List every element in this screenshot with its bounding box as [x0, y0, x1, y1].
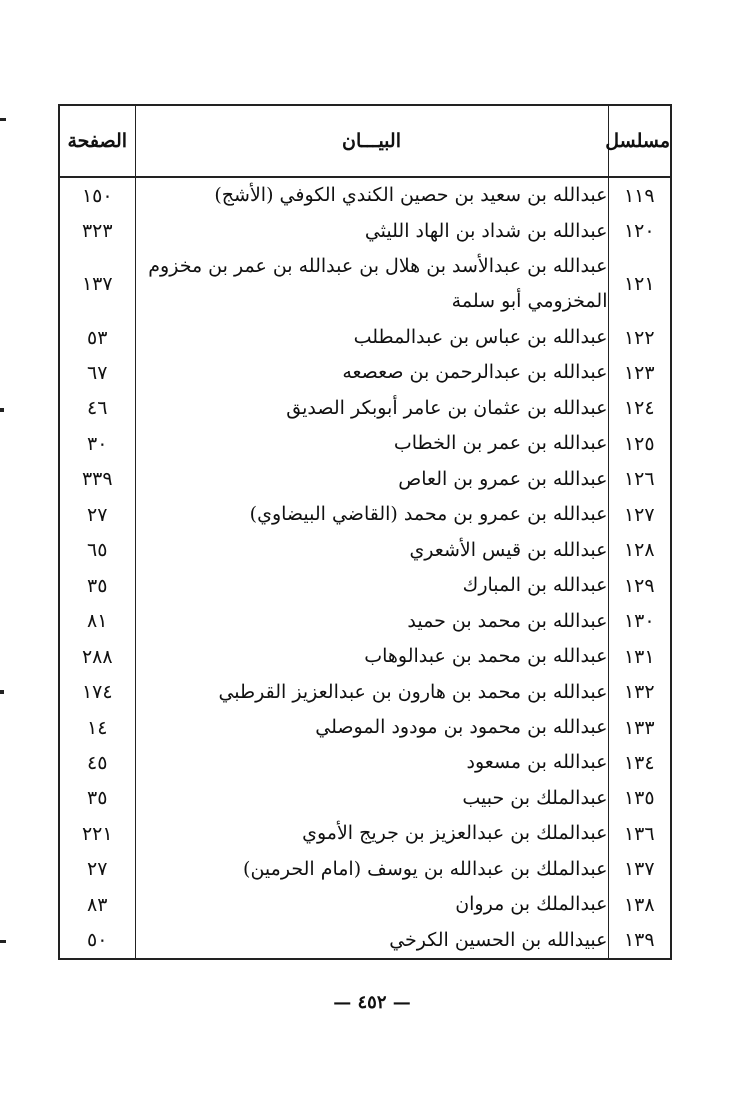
row-name: عبدالله بن عمرو بن العاص — [398, 467, 608, 490]
header-serial: مسلسل — [608, 105, 671, 177]
table-row — [59, 923, 671, 959]
index-table — [58, 104, 672, 960]
row-name: عبدالله بن عباس بن عبدالمطلب — [353, 326, 608, 349]
table-row — [59, 213, 671, 248]
row-page: ٢٨٨ — [59, 639, 135, 674]
row-serial: ١٢٧ — [608, 497, 671, 532]
row-name: عبدالله بن مسعود — [466, 751, 608, 774]
table-row — [59, 816, 671, 851]
header-row — [59, 105, 671, 177]
row-page: ٣٢٣ — [59, 213, 135, 248]
margin-mark-top — [0, 118, 6, 121]
table-row — [59, 852, 671, 887]
row-page: ٤٥ — [59, 745, 135, 780]
table-row — [59, 177, 671, 213]
row-page: ٨٣ — [59, 887, 135, 922]
margin-mark-middle — [0, 408, 4, 412]
row-serial: ١٢١ — [608, 249, 671, 320]
row-serial: ١٢٤ — [608, 391, 671, 426]
table-row — [59, 462, 671, 497]
row-serial: ١٢٣ — [608, 355, 671, 390]
row-serial: ١٣١ — [608, 639, 671, 674]
row-name: عبدالله بن عثمان بن عامر أبوبكر الصديق — [286, 396, 608, 419]
row-page: ٦٥ — [59, 533, 135, 568]
row-name: عبدالله بن عبدالأسد بن هلال بن عبدالله بن عمر بن مخزوم المخزومي أبو سلمة — [148, 255, 608, 313]
row-page: ١٥٠ — [59, 177, 135, 213]
row-name: عبدالله بن عبدالرحمن بن صعصعه — [342, 361, 608, 384]
row-serial: ١٢٩ — [608, 568, 671, 603]
row-serial: ١٣٢ — [608, 674, 671, 709]
row-serial: ١٢٠ — [608, 213, 671, 248]
row-name: عبدالملك بن مروان — [455, 893, 608, 916]
row-name: عبدالله بن المبارك — [462, 574, 608, 597]
row-name: عبدالملك بن عبدالله بن يوسف (امام الحرمين) — [243, 857, 608, 880]
row-page: ٣٥ — [59, 568, 135, 603]
row-serial: ١٣٤ — [608, 745, 671, 780]
row-name: عبدالله بن عمرو بن محمد (القاضي البيضاوي) — [249, 503, 608, 526]
table-row — [59, 781, 671, 816]
row-page: ٢٢١ — [59, 816, 135, 851]
row-name: عبدالملك بن عبدالعزيز بن جريج الأموي — [302, 822, 608, 845]
table-row — [59, 603, 671, 638]
row-page: ٣٠ — [59, 426, 135, 461]
row-name: عبدالله بن قيس الأشعري — [409, 538, 608, 561]
page-number: — ٤٥٢ — — [333, 992, 411, 1013]
table-row — [59, 639, 671, 674]
margin-mark-bottom — [0, 940, 6, 943]
row-page: ٢٧ — [59, 497, 135, 532]
row-serial: ١٢٨ — [608, 533, 671, 568]
row-serial: ١٢٦ — [608, 462, 671, 497]
table-row — [59, 249, 671, 320]
row-serial: ١٣٧ — [608, 852, 671, 887]
row-serial: ١٣٩ — [608, 923, 671, 959]
row-name: عبدالله بن محمود بن مودود الموصلي — [315, 716, 608, 739]
row-name: عبدالله بن شداد بن الهاد الليثي — [364, 219, 608, 242]
table-row — [59, 426, 671, 461]
row-serial: ١٣٠ — [608, 603, 671, 638]
table-row — [59, 710, 671, 745]
row-name: عبدالملك بن حبيب — [462, 786, 608, 809]
row-page: ٦٧ — [59, 355, 135, 390]
table-row — [59, 887, 671, 922]
row-name: عبدالله بن محمد بن هارون بن عبدالعزيز القرطبي — [218, 680, 608, 703]
row-serial: ١٢٢ — [608, 320, 671, 355]
row-serial: ١١٩ — [608, 177, 671, 213]
row-page: ٣٣٩ — [59, 462, 135, 497]
row-name: عبدالله بن محمد بن عبدالوهاب — [364, 645, 608, 668]
table-row — [59, 745, 671, 780]
row-serial: ١٣٨ — [608, 887, 671, 922]
table-row — [59, 320, 671, 355]
margin-mark-lower — [0, 690, 4, 694]
table-row — [59, 533, 671, 568]
table-body — [59, 177, 671, 959]
row-page: ٥٠ — [59, 923, 135, 959]
row-serial: ١٢٥ — [608, 426, 671, 461]
header-description: البيـــان — [135, 105, 608, 177]
row-name: عبيدالله بن الحسين الكرخي — [389, 928, 608, 951]
row-page: ٥٣ — [59, 320, 135, 355]
table-header — [59, 105, 671, 177]
table-row — [59, 391, 671, 426]
table-row — [59, 568, 671, 603]
table-row — [59, 355, 671, 390]
header-page: الصفحة — [59, 105, 135, 177]
row-page: ٣٥ — [59, 781, 135, 816]
row-serial: ١٣٦ — [608, 816, 671, 851]
row-name: عبدالله بن سعيد بن حصين الكندي الكوفي (الأشج) — [214, 184, 608, 207]
row-serial: ١٣٣ — [608, 710, 671, 745]
table-row — [59, 497, 671, 532]
row-page: ٤٦ — [59, 391, 135, 426]
row-name: عبدالله بن عمر بن الخطاب — [393, 432, 608, 455]
row-page: ٢٧ — [59, 852, 135, 887]
row-name: عبدالله بن محمد بن حميد — [407, 609, 608, 632]
row-page: ١٣٧ — [59, 249, 135, 320]
row-serial: ١٣٥ — [608, 781, 671, 816]
row-page: ٨١ — [59, 603, 135, 638]
table-row — [59, 674, 671, 709]
row-page: ١٤ — [59, 710, 135, 745]
row-page: ١٧٤ — [59, 674, 135, 709]
